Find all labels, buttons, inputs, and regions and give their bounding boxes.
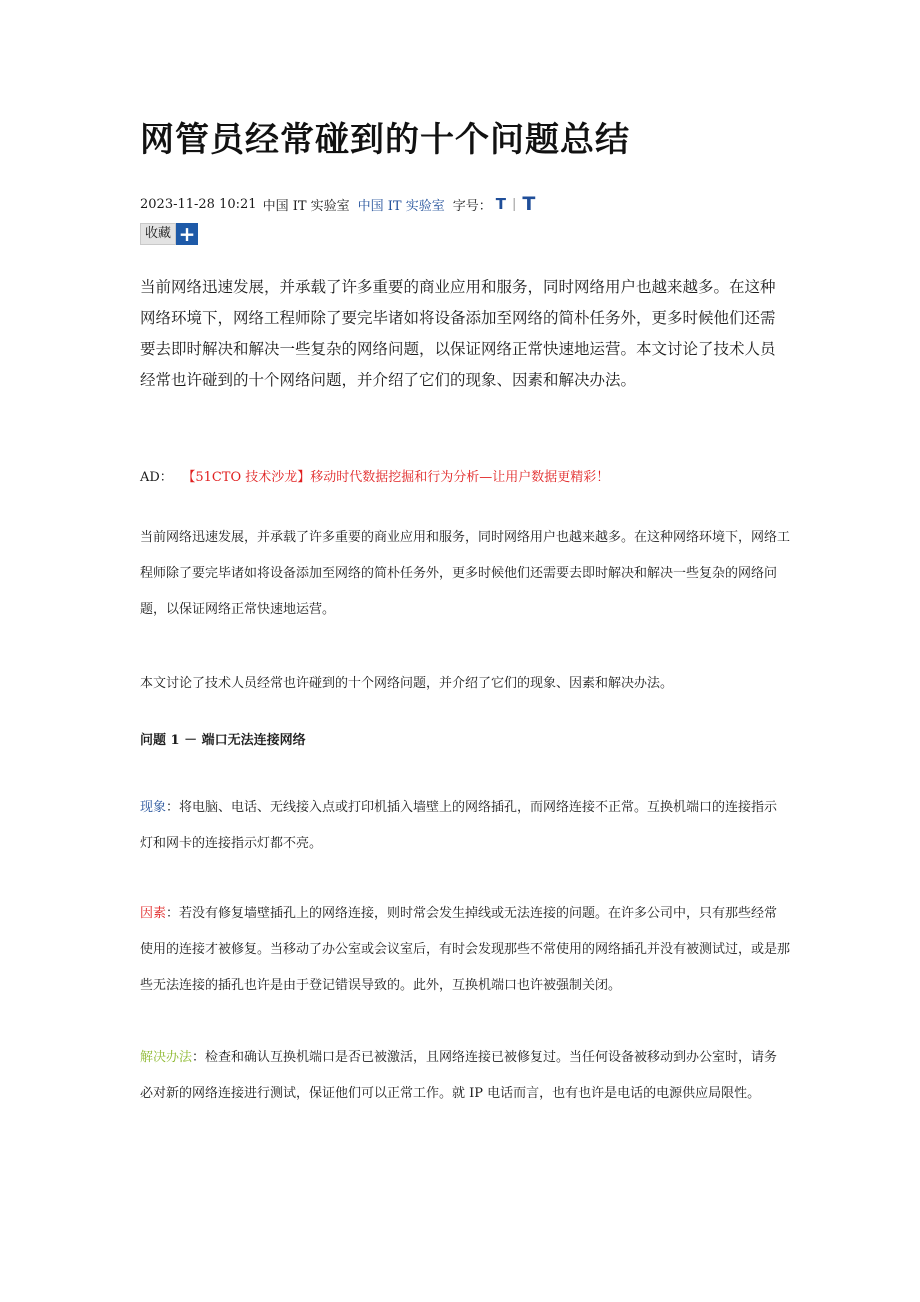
favorite-button[interactable]: [140, 223, 198, 245]
body-paragraph-2: 本文讨论了技术人员经常也许碰到的十个网络问题，并介绍了它们的现象、因素和解决办法。: [140, 676, 674, 691]
article-intro: 当前网络迅速发展，并承载了许多重要的商业应用和服务，同时网络用户也越来越多。在这种网络环境下，网络工程师除了要完毕诸如将设备添加至网络的简朴任务外，更多时候他们还需要去即时解决和解决一些复杂的网络问题，以保证网络正常快速地运营。本文讨论了技术人员经常也许碰到的十个网络问题，并介绍了它们的现象、因素和解决办法。: [140, 278, 776, 389]
plus-icon: +: [176, 223, 198, 245]
font-size-separator: |: [511, 196, 517, 212]
problem-1-cause: [140, 896, 790, 1004]
cause-label: 因素: [140, 906, 167, 921]
article-title: 网管员经常碰到的十个问题总结: [140, 120, 630, 160]
ad-label: AD：: [140, 470, 173, 485]
cause-text: ：若没有修复墙壁插孔上的网络连接，则时常会发生掉线或无法连接的问题。在许多公司中，只有那些经常使用的连接才被修复。当移动了办公室或会议室后，有时会发现那些不常使用的网络插孔并没有被测试过，或是那些无法连接的插孔也许是由于登记错误导致的。此外，互换机端口也许被强制关闭。: [140, 906, 791, 993]
problem-1-symptom: [140, 790, 790, 862]
article-meta: [140, 193, 535, 215]
ad-line: [140, 466, 609, 485]
problem-1-solution: [140, 1040, 790, 1112]
font-size-large-button[interactable]: T: [522, 193, 536, 215]
font-size-small-button[interactable]: T: [495, 195, 506, 213]
font-size-label: 字号：: [452, 198, 492, 214]
publish-datetime: 2023-11-28 10:21: [140, 196, 257, 212]
source-name: 中国 IT 实验室: [262, 198, 350, 214]
source-link[interactable]: 中国 IT 实验室: [357, 198, 445, 214]
body-paragraph-1: 当前网络迅速发展，并承载了许多重要的商业应用和服务，同时网络用户也越来越多。在这种网络环境下，网络工程师除了要完毕诸如将设备添加至网络的简朴任务外，更多时候他们还需要去即时解决和解决一些复杂的网络问题，以保证网络正常快速地运营。: [140, 530, 791, 617]
favorite-label: 收藏: [140, 223, 176, 245]
problem-1-heading: 问题 1 － 端口无法连接网络: [140, 733, 306, 748]
ad-link[interactable]: 【51CTO 技术沙龙】移动时代数据挖掘和行为分析—让用户数据更精彩！: [188, 470, 610, 485]
solution-text: ：检查和确认互换机端口是否已被激活，且网络连接已被修复过。当任何设备被移动到办公室时，请务必对新的网络连接进行测试，保证他们可以正常工作。就 IP 电话而言，也有也许是电话的电源供应局限性。: [140, 1050, 778, 1101]
symptom-label: 现象: [140, 800, 167, 815]
symptom-text: ：将电脑、电话、无线接入点或打印机插入墙壁上的网络插孔，而网络连接不正常。互换机端口的连接指示灯和网卡的连接指示灯都不亮。: [140, 800, 778, 851]
solution-label: 解决办法: [140, 1050, 193, 1065]
